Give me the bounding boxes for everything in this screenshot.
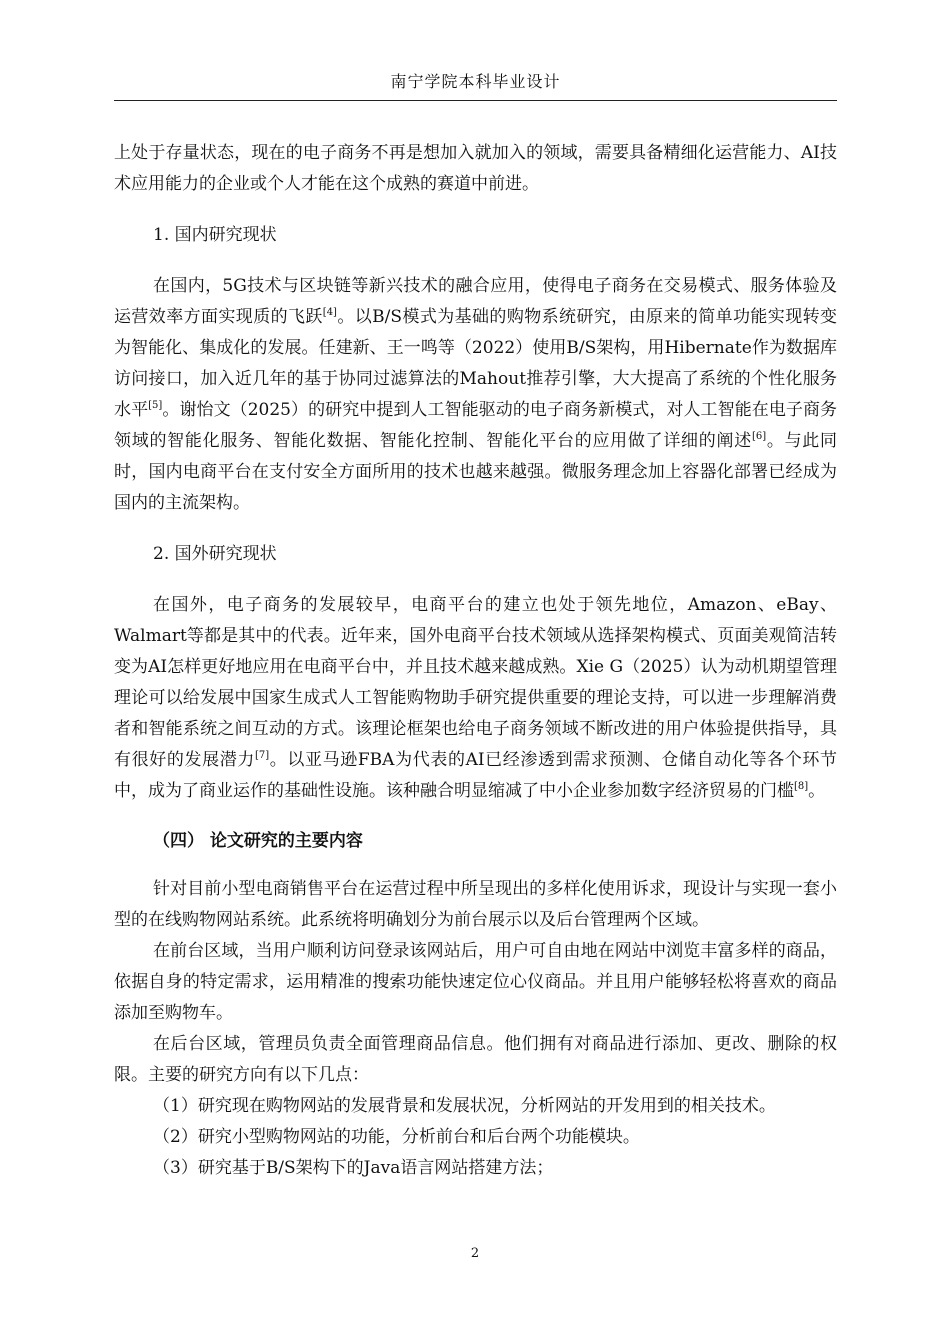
paragraph-main-2: 在前台区域，当用户顺利访问登录该网站后，用户可自由地在网站中浏览丰富多样的商品，依据自身的特定需求，运用精准的搜索功能快速定位心仪商品。并且用户能够轻松将喜欢的商品添加至购物车。 (114, 941, 837, 1023)
citation-ref: [8] (794, 781, 809, 792)
paragraph-main-3: 在后台区域，管理员负责全面管理商品信息。他们拥有对商品进行添加、更改、删除的权限。主要的研究方向有以下几点： (114, 1034, 837, 1085)
subheading-foreign: 2. 国外研究现状 (153, 544, 277, 564)
list-item: （1）研究现在购物网站的发展背景和发展状况，分析网站的开发用到的相关技术。 (153, 1096, 776, 1116)
paragraph-intro: 上处于存量状态，现在的电子商务不再是想加入就加入的领域，需要具备精细化运营能力、AI技术应用能力的企业或个人才能在这个成熟的赛道中前进。 (114, 143, 837, 194)
list-item: （2）研究小型购物网站的功能，分析前台和后台两个功能模块。 (153, 1127, 640, 1147)
text-run: 在国外，电子商务的发展较早，电商平台的建立也处于领先地位，Amazon、eBay、Walmart等都是其中的代表。近年来，国外电商平台技术领域从选择架构模式、页面美观简洁转变为AI怎样更好地应用在电商平台中，并且技术越来越成熟。Xie G（2025）认为动机期望管理理论可以给发展中国家生成式人工智能购物助手研究提供重要的理论支持，可以进一步理解消费者和智能系统之间互动的方式。该理论框架也给电子商务领域不断改进的用户体验提供指导，具有很好的发展潜力 (114, 595, 837, 770)
text-run: 在国内，5G技术与区块链等新兴技术的融合应用，使得电子商务在交易模式、服务体验及运营效率方面实现质的飞跃 (114, 276, 837, 327)
subheading-domestic: 1. 国内研究现状 (153, 225, 277, 245)
text-run: 。 (808, 781, 826, 801)
paragraph-main-1: 针对目前小型电商销售平台在运营过程中所呈现出的多样化使用诉求，现设计与实现一套小型的在线购物网站系统。此系统将明确划分为前台展示以及后台管理两个区域。 (114, 879, 837, 930)
list-item: （3）研究基于B/S架构下的Java语言网站搭建方法； (153, 1158, 554, 1178)
citation-ref: [6] (751, 431, 767, 442)
text-run: 。以亚马逊FBA为代表的AI已经渗透到需求预测、仓储自动化等各个环节中，成为了商业运作的基础性设施。该种融合明显缩减了中小企业参加数字经济贸易的门槛 (114, 750, 838, 801)
body-text (114, 138, 837, 1184)
text-run: 。谢怡文（2025）的研究中提到人工智能驱动的电子商务新模式，对人工智能在电子商务领域的智能化服务、智能化数据、智能化控制、智能化平台的应用做了详细的阐述 (114, 400, 838, 451)
header-title: 南宁学院本科毕业设计 (390, 72, 561, 91)
citation-ref: [4] (322, 307, 337, 318)
running-header (114, 68, 837, 101)
text-run: 。与此同时，国内电商平台在支付安全方面所用的技术也越来越强。微服务理念加上容器化部署已经成为国内的主流架构。 (114, 431, 838, 513)
citation-ref: [5] (148, 400, 163, 411)
paragraph-foreign (114, 590, 837, 807)
page-number: 2 (470, 1246, 480, 1261)
section-heading-main-content: （四） 论文研究的主要内容 (153, 831, 363, 851)
citation-ref: [7] (254, 750, 270, 761)
text-run: 。以B/S模式为基础的购物系统研究，由原来的简单功能实现转变为智能化、集成化的发展。任建新、王一鸣等（2022）使用B/S架构，用Hibernate作为数据库访问接口，加入近几年的基于协同过滤算法的Mahout推荐引擎，大大提高了系统的个性化服务水平 (114, 307, 838, 420)
paragraph-domestic (114, 271, 837, 519)
